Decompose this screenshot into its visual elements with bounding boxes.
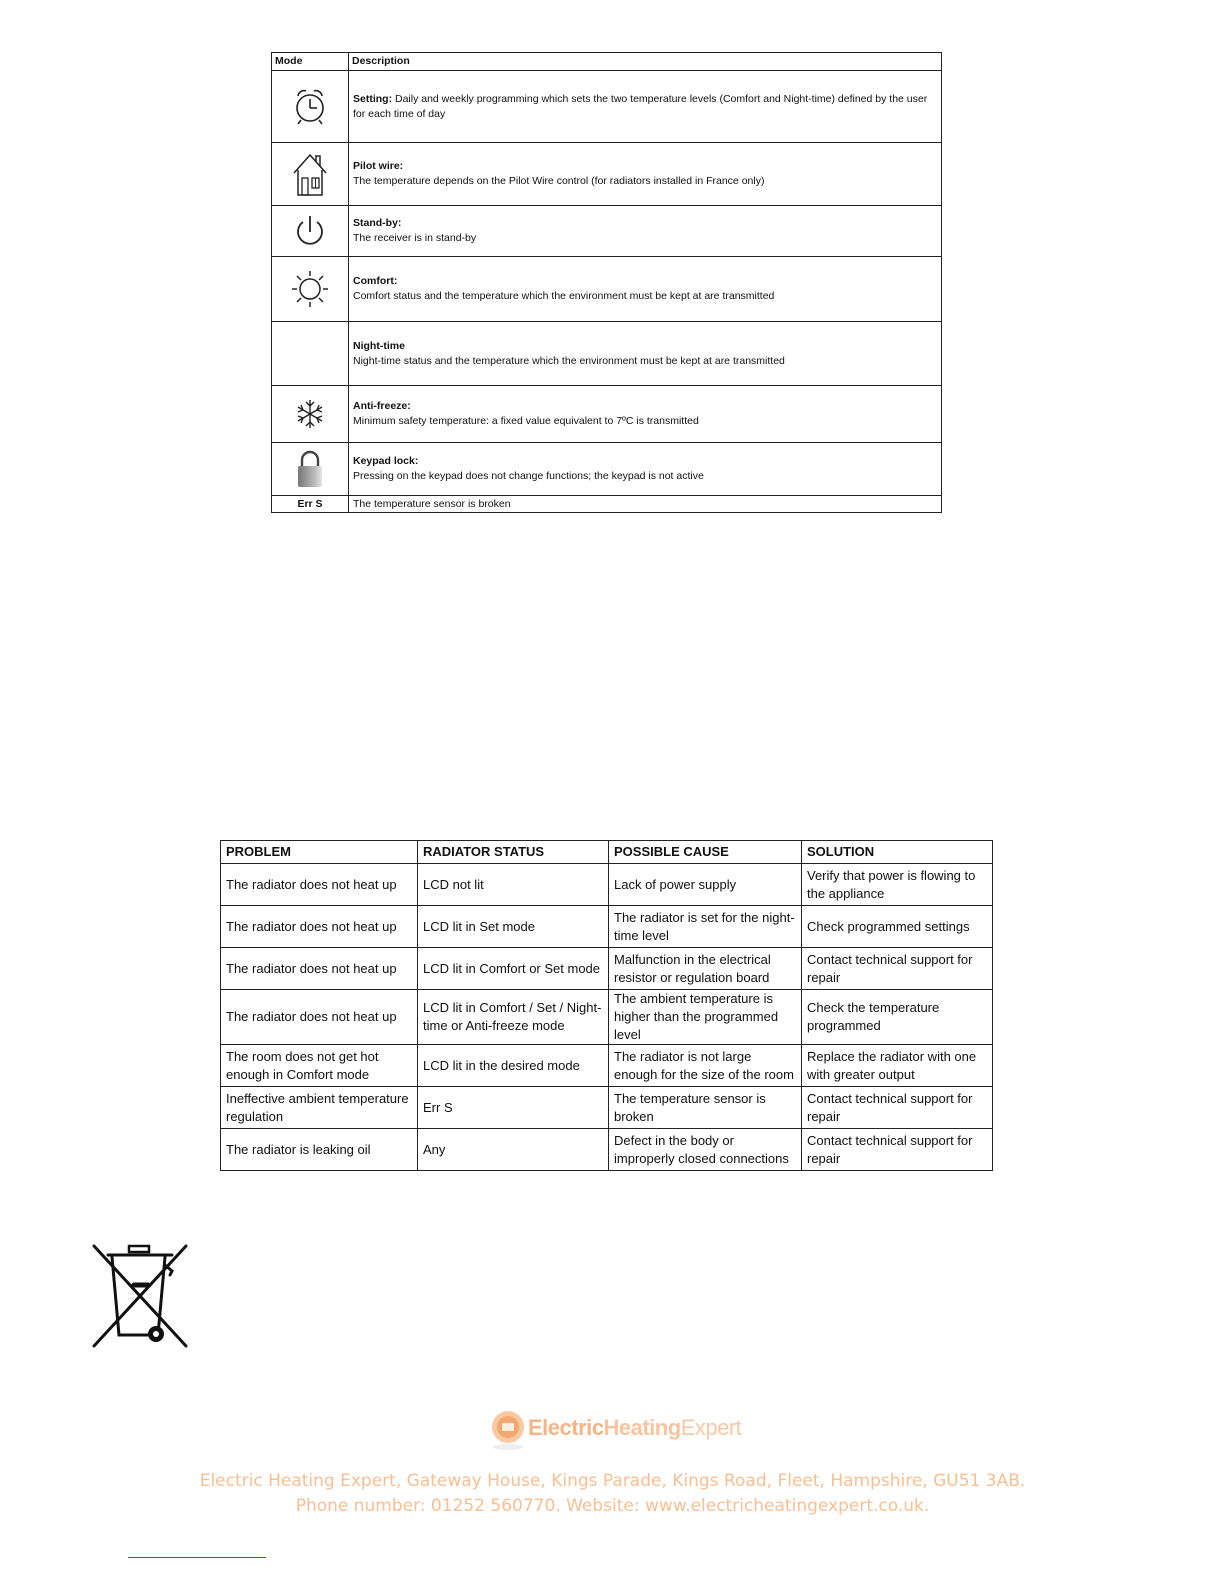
table-row (221, 1129, 993, 1171)
solution-cell: Check the temperature programmed (802, 990, 993, 1045)
footer-contact: Phone number: 01252 560770. Website: www.electricheatingexpert.co.uk. (295, 1496, 930, 1516)
problem-cell: The room does not get hot enough in Comfort mode (221, 1045, 418, 1087)
mode-title: Keypad lock: (353, 455, 419, 467)
mode-column-header: Mode (272, 53, 349, 71)
solution-cell: Contact technical support for repair (802, 1087, 993, 1129)
mode-icon-cell (272, 257, 349, 322)
mode-text: Pressing on the keypad does not change functions; the keypad is not active (353, 470, 704, 482)
mode-icon-cell (272, 206, 349, 257)
problem-column-header: PROBLEM (221, 841, 418, 864)
mode-description (349, 206, 942, 257)
mode-title: Anti-freeze: (353, 400, 411, 412)
mode-row-err-s (272, 496, 942, 513)
logo-word-expert: Expert (680, 1415, 742, 1440)
mode-row-pilot-wire (272, 143, 942, 206)
description-column-header: Description (349, 53, 942, 71)
problem-cell: The radiator does not heat up (221, 864, 418, 906)
mode-row-night-time (272, 322, 942, 386)
snowflake-icon (272, 397, 348, 431)
moon-icon (272, 334, 348, 374)
problem-cell: The radiator does not heat up (221, 906, 418, 948)
table-row (221, 990, 993, 1045)
mode-description (349, 386, 942, 443)
status-cell: LCD lit in Comfort / Set / Night-time or Anti-freeze mode (418, 990, 609, 1045)
power-icon (272, 213, 348, 249)
alarm-clock-icon (272, 87, 348, 127)
mode-icon-cell (272, 443, 349, 496)
mode-title: Stand-by: (353, 217, 402, 229)
mode-title: Comfort: (353, 275, 398, 287)
cause-cell: The radiator is set for the night-time level (609, 906, 802, 948)
mode-text: The receiver is in stand-by (353, 232, 477, 244)
mode-description (349, 322, 942, 386)
mode-row-anti-freeze (272, 386, 942, 443)
mode-table-header (272, 53, 942, 71)
mode-text: The temperature sensor is broken (353, 497, 511, 510)
mode-description (349, 443, 942, 496)
table-row (221, 1087, 993, 1129)
mode-description (349, 71, 942, 143)
mode-title: Pilot wire: (353, 160, 404, 172)
status-cell: LCD not lit (418, 864, 609, 906)
solution-cell: Check programmed settings (802, 906, 993, 948)
solution-cell: Replace the radiator with one with greater output (802, 1045, 993, 1087)
solution-column-header: SOLUTION (802, 841, 993, 864)
problem-cell: The radiator does not heat up (221, 990, 418, 1045)
error-code: Err S (297, 497, 323, 510)
mode-description (349, 257, 942, 322)
sun-icon (272, 269, 348, 309)
cause-cell: The temperature sensor is broken (609, 1087, 802, 1129)
cause-cell: Defect in the body or improperly closed connections (609, 1129, 802, 1171)
table-row (221, 864, 993, 906)
troubleshooting-table (220, 840, 993, 1171)
bottom-rule (128, 1557, 266, 1558)
mode-text: Daily and weekly programming which sets the two temperature levels (Comfort and Night-time) defined by the user for each time of day (353, 92, 928, 120)
troubleshooting-header (221, 841, 993, 864)
mode-text: Minimum safety temperature: a fixed value equivalent to 7ºC is transmitted (353, 415, 699, 427)
mode-row-stand-by (272, 206, 942, 257)
problem-cell: Ineffective ambient temperature regulation (221, 1087, 418, 1129)
mode-row-keypad-lock (272, 443, 942, 496)
table-row (221, 1045, 993, 1087)
mode-text: Night-time status and the temperature which the environment must be kept at are transmitted (353, 354, 785, 367)
solution-cell: Verify that power is flowing to the appliance (802, 864, 993, 906)
mode-icon-cell (272, 143, 349, 206)
table-row (221, 906, 993, 948)
status-cell: LCD lit in Comfort or Set mode (418, 948, 609, 990)
status-cell: Err S (418, 1087, 609, 1129)
padlock-icon (272, 449, 348, 489)
possible-cause-column-header: POSSIBLE CAUSE (609, 841, 802, 864)
table-row (221, 948, 993, 990)
cause-cell: Lack of power supply (609, 864, 802, 906)
mode-title: Setting: (353, 92, 393, 105)
mode-description (349, 496, 942, 513)
crossed-out-wheelie-bin-icon (92, 1243, 188, 1349)
house-icon (272, 151, 348, 197)
footer-address: Electric Heating Expert, Gateway House, Kings Parade, Kings Road, Fleet, Hampshire, GU51 3AB. (199, 1471, 1026, 1491)
logo-wordmark (528, 1415, 741, 1441)
logo-word-heating: Heating (603, 1415, 681, 1440)
solution-cell: Contact technical support for repair (802, 948, 993, 990)
problem-cell: The radiator is leaking oil (221, 1129, 418, 1171)
mode-title: Night-time (353, 339, 405, 352)
mode-text: The temperature depends on the Pilot Wire control (for radiators installed in France only) (353, 175, 765, 187)
status-cell: LCD lit in the desired mode (418, 1045, 609, 1087)
radiator-status-column-header: RADIATOR STATUS (418, 841, 609, 864)
status-cell: LCD lit in Set mode (418, 906, 609, 948)
mode-description (349, 143, 942, 206)
mode-icon-cell (272, 322, 349, 386)
cause-cell: Malfunction in the electrical resistor or regulation board (609, 948, 802, 990)
mode-table (271, 52, 942, 513)
mode-icon-cell (272, 386, 349, 443)
problem-cell: The radiator does not heat up (221, 948, 418, 990)
status-cell: Any (418, 1129, 609, 1171)
mode-code-cell (272, 496, 349, 513)
cause-cell: The radiator is not large enough for the size of the room (609, 1045, 802, 1087)
logo-emblem-icon (488, 1408, 528, 1457)
mode-icon-cell (272, 71, 349, 143)
electric-heating-expert-logo (488, 1408, 748, 1452)
logo-word-electric: Electric (528, 1415, 604, 1440)
mode-text: Comfort status and the temperature which the environment must be kept at are transmitted (353, 290, 775, 302)
mode-row-comfort (272, 257, 942, 322)
cause-cell: The ambient temperature is higher than the programmed level (609, 990, 802, 1045)
mode-row-setting (272, 71, 942, 143)
solution-cell: Contact technical support for repair (802, 1129, 993, 1171)
